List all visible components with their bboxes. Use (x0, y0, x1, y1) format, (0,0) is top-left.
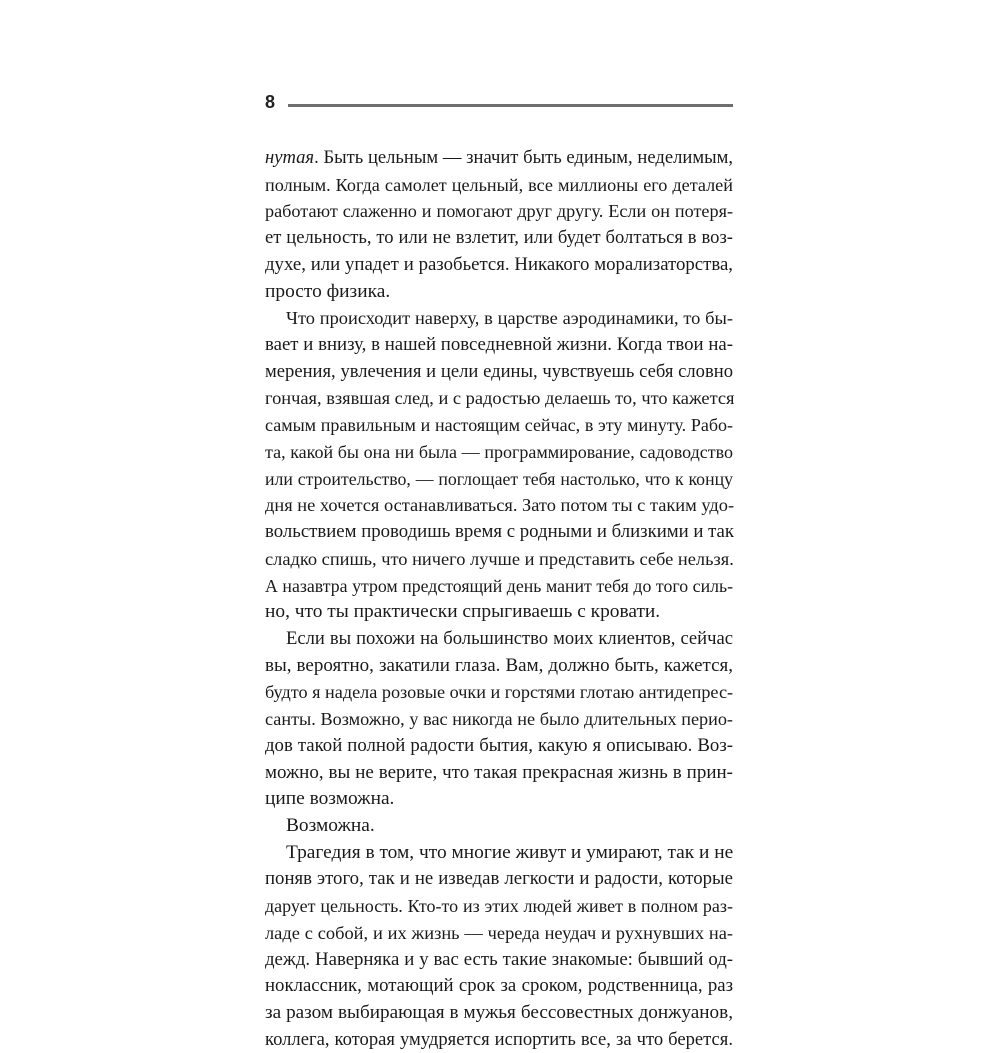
line-text: просто физика. (265, 280, 391, 302)
text-line (265, 786, 733, 813)
line-text: А назавтра утром предстоящий день манит тебя до того силь- (265, 575, 733, 596)
line-text: сладко спишь, что ничего лучше и представить себе нельзя. (265, 548, 734, 569)
line-text: гончая, взявшая след, и с радостью делаешь то, что кажется (265, 388, 735, 409)
text-line (265, 145, 733, 172)
text-line (265, 866, 733, 893)
line-text: но, что ты практически спрыгиваешь с кровати. (265, 601, 661, 623)
line-text: самым правильным и настоящим сейчас, в эту минуту. Рабо- (265, 415, 733, 436)
text-line (265, 813, 733, 840)
text-line (265, 760, 733, 787)
body-text (265, 145, 733, 1053)
text-line (265, 626, 733, 653)
text-line (265, 466, 733, 493)
line-text: санты. Возможно, у вас никогда не было длительных перио- (265, 709, 733, 730)
line-text: та, какой бы она ни была — программирование, садоводство (265, 441, 733, 462)
line-text: Что происходит наверху, в царстве аэродинамики, то бы- (286, 308, 733, 329)
line-text: Если вы похожи на большинство моих клиентов, сейчас (286, 627, 733, 649)
text-line (265, 359, 733, 386)
line-text: будто я надела розовые очки и горстями глотаю антидепрес- (265, 682, 734, 703)
line-text: коллега, которая умудряется испортить все, за что берется. (265, 1028, 733, 1050)
line-text: ладе с собой, и их жизнь — череда неудач и рухнувших на- (265, 922, 733, 943)
line-text: вает и внизу, в нашей повседневной жизни. Когда твои на- (265, 334, 733, 356)
header-rule (288, 104, 733, 107)
line-text: ципе возможна. (265, 788, 395, 810)
line-text: вольствием проводишь время с родными и близкими и так (265, 521, 735, 543)
text-line (265, 439, 733, 466)
text-line (265, 412, 733, 439)
text-line (265, 519, 733, 546)
text-line (265, 305, 733, 332)
line-text: или строительство, — поглощает тебя настолько, что к концу (265, 468, 733, 489)
text-line (265, 385, 733, 412)
line-text: за разом выбирающая в мужья бессовестных донжуанов, (265, 1002, 733, 1023)
text-line (265, 679, 733, 706)
line-text: дежд. Наверняка и у вас есть такие знакомые: бывший од- (265, 948, 733, 970)
text-line (265, 920, 733, 947)
line-text: дня не хочется останавливаться. Зато потом ты с таким удо- (265, 495, 735, 516)
text-line (265, 252, 733, 279)
text-line (265, 840, 733, 867)
text-line (265, 733, 733, 760)
line-text: работают слаженно и помогают друг другу. Если он потеря- (265, 201, 733, 222)
text-line (265, 172, 733, 199)
text-line (265, 947, 733, 974)
text-line (265, 573, 733, 600)
text-line (265, 332, 733, 359)
line-text: полным. Когда самолет цельный, все миллионы его деталей (265, 174, 733, 195)
line-text: мерения, увлечения и цели едины, чувствуешь себя словно (265, 360, 733, 382)
text-line (265, 706, 733, 733)
line-text: дарует цельность. Кто-то из этих людей живет в полном раз- (265, 896, 733, 917)
line-text: вы, вероятно, закатили глаза. Вам, должно быть, кажется, (265, 654, 733, 676)
text-line (265, 973, 733, 1000)
line-text: . Быть цельным — значит быть единым, неделимым, (314, 147, 733, 168)
line-text: Трагедия в том, что многие живут и умирают, так и не (286, 841, 734, 863)
line-text: духе, или упадет и разобьется. Никакого морализаторства, (265, 253, 733, 275)
text-line (265, 492, 733, 519)
text-line (265, 546, 733, 573)
text-line (265, 1000, 733, 1027)
page-header (265, 90, 733, 120)
page-number: 8 (265, 92, 276, 112)
text-line (265, 599, 733, 626)
text-line (265, 279, 733, 306)
text-line (265, 653, 733, 680)
line-text: можно, вы не верите, что такая прекрасная жизнь в прин- (265, 761, 733, 783)
line-text: поняв этого, так и не изведав легкости и радости, которые (265, 868, 733, 890)
line-text: ноклассник, мотающий срок за сроком, родственница, раз (265, 975, 733, 997)
text-line (265, 225, 733, 252)
text-line (265, 198, 733, 225)
italic-fragment: нутая (265, 147, 315, 168)
text-line (265, 893, 733, 920)
line-text: дов такой полной радости бытия, какую я описываю. Воз- (265, 734, 733, 756)
line-text: Возможна. (286, 814, 375, 836)
text-line (265, 1027, 733, 1053)
line-text: ет цельность, то или не взлетит, или будет болтаться в воз- (265, 227, 733, 249)
